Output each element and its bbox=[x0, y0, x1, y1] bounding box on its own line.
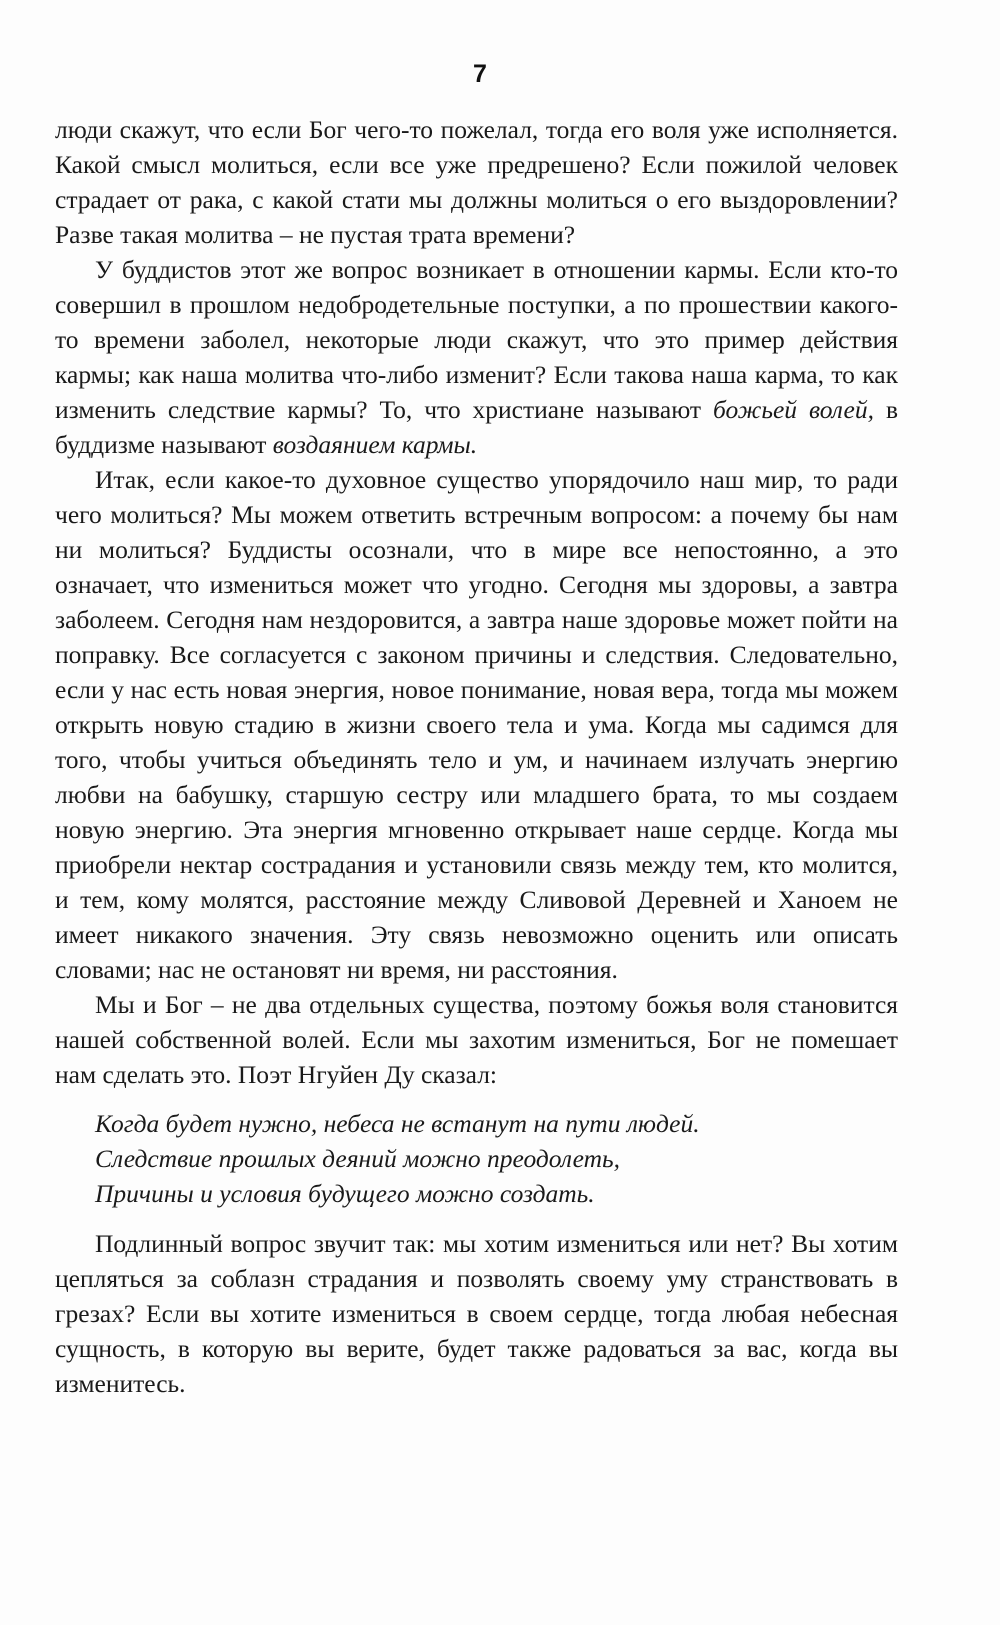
paragraph-2-text-b: в буддизме называют bbox=[55, 395, 899, 459]
paragraph-4: Мы и Бог – не два отдельных существа, поэтому божья воля становится нашей собственной волей. Если мы захотим измениться, Бог не помешает нам сделать это. Поэт Нгуйен Ду сказал: bbox=[55, 990, 898, 1089]
poem-line: Причины и условия будущего можно создать. bbox=[95, 1179, 595, 1208]
page-text bbox=[55, 112, 898, 1401]
poem-line: Следствие прошлых деяний можно преодолеть, bbox=[95, 1144, 621, 1173]
paragraph-1: люди скажут, что если Бог чего-то пожелал, тогда его воля уже исполняется. Какой смысл молиться, если все уже предрешено? Если пожилой человек страдает от рака, с какой стати мы должны молиться о его выздоровлении? Разве такая молитва – не пустая трата времени? bbox=[55, 115, 898, 249]
paragraph-5: Подлинный вопрос звучит так: мы хотим измениться или нет? Вы хотим цепляться за соблазн страдания и позволять своему уму странствовать в грезах? Если вы хотите измениться в своем сердце, тогда любая небесная сущность, в которую вы верите, будет также радоваться за вас, когда вы изменитесь. bbox=[55, 1229, 898, 1398]
paragraph-2-emphasis-gods-will: божьей волей, bbox=[713, 395, 875, 424]
paragraph-3: Итак, если какое-то духовное существо упорядочило наш мир, то ради чего молиться? Мы можем ответить встречным вопросом: а почему бы нам ни молиться? Буддисты осознали, что в мире все непостоянно, а это означает, что измениться может что угодно. Сегодня мы здоровы, а завтра заболеем. Сегодня нам нездоровится, а завтра наше здоровье может пойти на поправку. Все согласуется с законом причины и следствия. Следовательно, если у нас есть новая энергия, новое понимание, новая вера, тогда мы можем открыть новую стадию в жизни своего тела и ума. Когда мы садимся для того, чтобы учиться объединять тело и ум, и начинаем излучать энергию любви на бабушку, старшую сестру или младшего брата, то мы создаем новую энергию. Эта энергия мгновенно открывает наше сердце. Когда мы приобрели нектар сострадания и установили связь между тем, кто молится, и тем, кому молятся, расстояние между Сливовой Деревней и Ханоем не имеет никакого значения. Эту связь невозможно оценить или описать словами; нас не остановят ни время, ни расстояния. bbox=[55, 465, 898, 984]
paragraph-2-text-a: У буддистов этот же вопрос возникает в отношении кармы. Если кто-то совершил в прошлом недобродетельные поступки, а по прошествии какого-то времени заболел, некоторые люди скажут, что это пример действия кармы; как наша молитва что-либо изменит? Если такова наша карма, то как изменить следствие кармы? То, что христиане называют bbox=[55, 255, 898, 424]
poem-line: Когда будет нужно, небеса не встанут на пути людей. bbox=[95, 1109, 700, 1138]
page-number: 7 bbox=[473, 60, 487, 88]
paragraph-2 bbox=[55, 252, 898, 462]
paragraph-2-emphasis-karma: воздаянием кармы. bbox=[272, 430, 478, 459]
poem-quote bbox=[95, 1106, 898, 1211]
